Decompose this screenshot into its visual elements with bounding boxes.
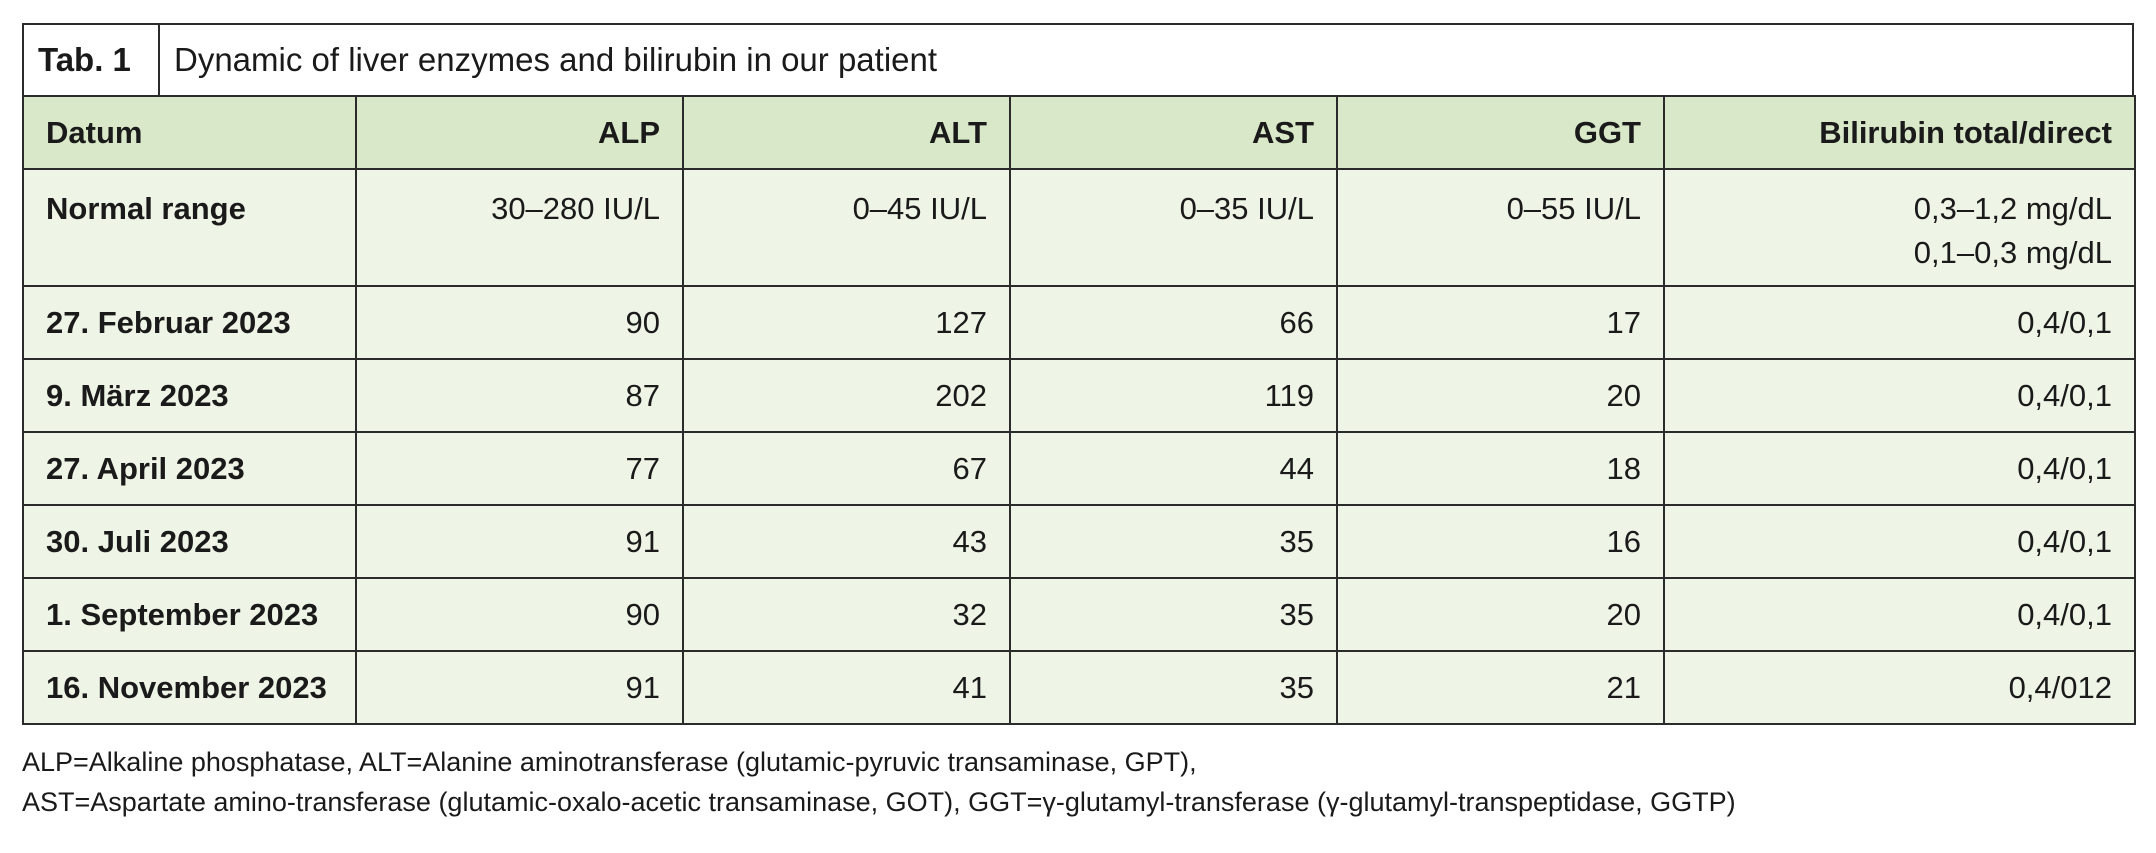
normal-range-alp: 30–280 IU/L (356, 169, 683, 286)
footnote-line-1: ALP=Alkaline phosphatase, ALT=Alanine aminotransferase (glutamic-pyruvic transaminase, GPT), (22, 747, 1197, 777)
row-alt: 202 (683, 359, 1010, 432)
header-alp: ALP (356, 96, 683, 169)
row-bilirubin: 0,4/0,1 (1664, 432, 2135, 505)
row-bilirubin: 0,4/0,1 (1664, 286, 2135, 359)
table-row (23, 286, 2135, 359)
row-ggt: 18 (1337, 432, 1664, 505)
normal-range-bilirubin (1664, 169, 2135, 286)
row-date: 30. Juli 2023 (23, 505, 356, 578)
row-bilirubin: 0,4/0,1 (1664, 578, 2135, 651)
row-alp: 87 (356, 359, 683, 432)
row-ast: 35 (1010, 651, 1337, 724)
footnote-line-2: AST=Aspartate amino-transferase (glutamic-oxalo-acetic transaminase, GOT), GGT=γ-glutamyl-transferase (γ-glutamyl-transpeptidase, GGTP) (22, 787, 1736, 817)
row-alp: 77 (356, 432, 683, 505)
row-ast: 119 (1010, 359, 1337, 432)
header-ast: AST (1010, 96, 1337, 169)
row-date: 27. Februar 2023 (23, 286, 356, 359)
row-alt: 41 (683, 651, 1010, 724)
normal-range-label: Normal range (23, 169, 356, 286)
header-alt: ALT (683, 96, 1010, 169)
liver-enzymes-table (22, 23, 2134, 725)
table-footnote (22, 742, 1736, 822)
row-alt: 32 (683, 578, 1010, 651)
row-ggt: 20 (1337, 359, 1664, 432)
row-bilirubin: 0,4/0,1 (1664, 505, 2135, 578)
row-alt: 43 (683, 505, 1010, 578)
row-date: 1. September 2023 (23, 578, 356, 651)
header-row (23, 96, 2135, 169)
table-row (23, 359, 2135, 432)
normal-range-bilirubin-direct: 0,1–0,3 mg/dL (1913, 235, 2112, 270)
table-row (23, 432, 2135, 505)
table-row (23, 578, 2135, 651)
row-bilirubin: 0,4/012 (1664, 651, 2135, 724)
table-caption (22, 23, 2134, 95)
row-ggt: 17 (1337, 286, 1664, 359)
row-ggt: 16 (1337, 505, 1664, 578)
row-date: 9. März 2023 (23, 359, 356, 432)
normal-range-row (23, 169, 2135, 286)
normal-range-alt: 0–45 IU/L (683, 169, 1010, 286)
row-date: 27. April 2023 (23, 432, 356, 505)
table-row (23, 651, 2135, 724)
row-alp: 90 (356, 286, 683, 359)
row-ggt: 21 (1337, 651, 1664, 724)
row-alp: 91 (356, 505, 683, 578)
row-ast: 66 (1010, 286, 1337, 359)
row-bilirubin: 0,4/0,1 (1664, 359, 2135, 432)
row-alp: 91 (356, 651, 683, 724)
normal-range-bilirubin-total: 0,3–1,2 mg/dL (1913, 191, 2112, 226)
normal-range-ggt: 0–55 IU/L (1337, 169, 1664, 286)
row-alp: 90 (356, 578, 683, 651)
row-ast: 35 (1010, 578, 1337, 651)
data-table (22, 95, 2136, 725)
header-bilirubin: Bilirubin total/direct (1664, 96, 2135, 169)
row-ast: 44 (1010, 432, 1337, 505)
row-ggt: 20 (1337, 578, 1664, 651)
row-alt: 127 (683, 286, 1010, 359)
header-ggt: GGT (1337, 96, 1664, 169)
table-row (23, 505, 2135, 578)
normal-range-ast: 0–35 IU/L (1010, 169, 1337, 286)
row-date: 16. November 2023 (23, 651, 356, 724)
table-title: Dynamic of liver enzymes and bilirubin in our patient (174, 41, 938, 78)
row-alt: 67 (683, 432, 1010, 505)
row-ast: 35 (1010, 505, 1337, 578)
table-number: Tab. 1 (24, 25, 160, 95)
header-datum: Datum (23, 96, 356, 169)
